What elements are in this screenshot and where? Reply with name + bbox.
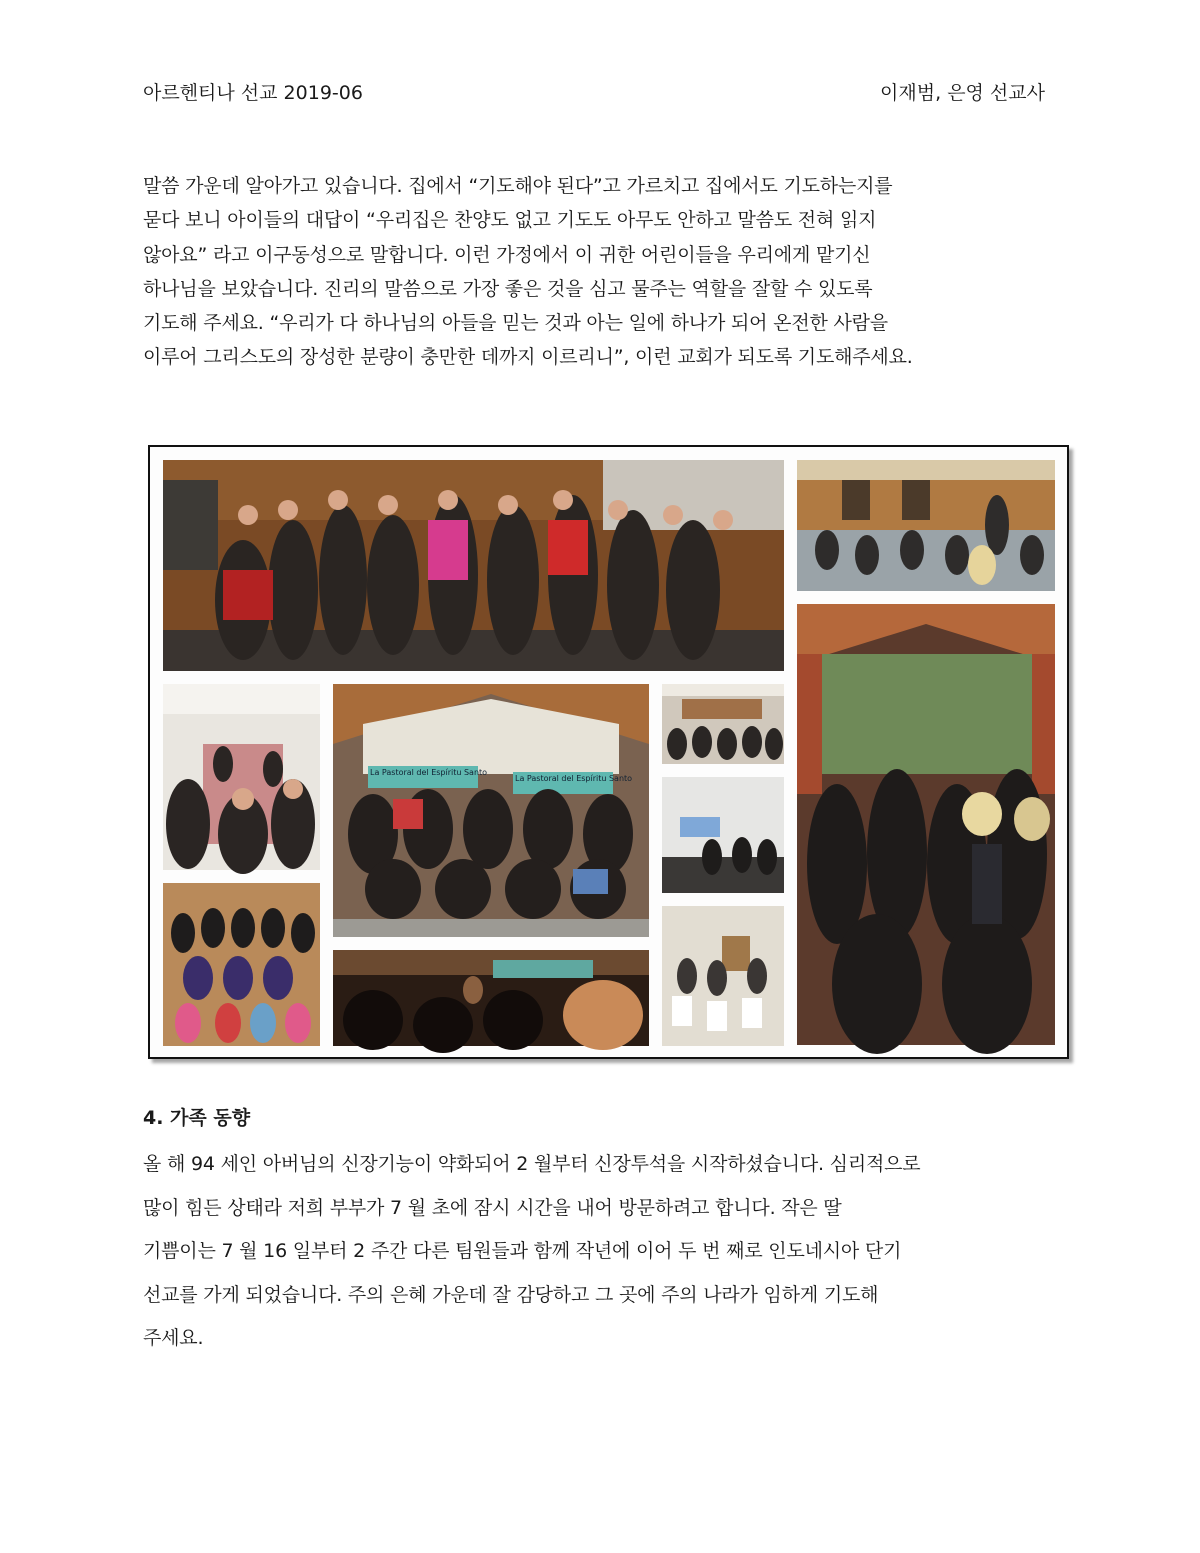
family-news-paragraph	[143, 1143, 1063, 1361]
worship-evening-photo	[333, 950, 649, 1046]
paragraph-line: 하나님을 보았습니다. 진리의 말씀으로 가장 좋은 것을 심고 물주는 역할을 잘할 수 있도록	[143, 277, 873, 300]
small-hall-photo-2	[662, 777, 784, 893]
dinner-gathering-photo	[163, 684, 320, 870]
photo-collage	[148, 445, 1069, 1059]
outdoor-pavilion-photo	[797, 604, 1055, 1045]
paragraph-line: 기도해 주세요. “우리가 다 하나님의 아들을 믿는 것과 아는 일에 하나가 되어 온전한 사람을	[143, 312, 888, 335]
paragraph-line: 주세요.	[143, 1327, 204, 1349]
banner-text-left: La Pastoral del Espíritu Santo	[370, 768, 488, 777]
group-photo-wood-hall	[163, 460, 784, 671]
church-hall-photo	[797, 460, 1055, 591]
pastoral-seminar-photo	[333, 684, 649, 937]
paragraph-line: 묻다 보니 아이들의 대답이 “우리집은 찬양도 없고 기도도 아무도 안하고 말씀도 전혀 읽지	[143, 209, 877, 232]
body-paragraph	[143, 169, 1063, 375]
banner-text-right: La Pastoral del Espíritu Santo	[515, 774, 633, 783]
section-heading: 4. 가족 동향	[143, 1107, 251, 1129]
children-group-photo	[163, 883, 320, 1046]
header-title: 아르헨티나 선교 2019-06	[143, 82, 363, 104]
paragraph-line: 말씀 가운데 알아가고 있습니다. 집에서 “기도해야 된다”고 가르치고 집에서도 기도하는지를	[143, 175, 893, 197]
header-author: 이재범, 은영 선교사	[880, 82, 1045, 104]
paragraph-line: 이루어 그리스도의 장성한 분량이 충만한 데까지 이르리니”, 이런 교회가 되도록 기도해주세요.	[143, 346, 913, 369]
paragraph-line: 올 해 94 세인 아버님의 신장기능이 약화되어 2 월부터 신장투석을 시작하셨습니다. 심리적으로	[143, 1153, 921, 1175]
paragraph-line: 선교를 가게 되었습니다. 주의 은혜 가운데 잘 감당하고 그 곳에 주의 나라가 임하게 기도해	[143, 1283, 879, 1306]
small-hall-photo-1	[662, 684, 784, 764]
paragraph-line: 많이 힘든 상태라 저희 부부가 7 월 초에 잠시 시간을 내어 방문하려고 합니다. 작은 딸	[143, 1196, 842, 1219]
paragraph-line: 않아요” 라고 이구동성으로 말합니다. 이런 가정에서 이 귀한 어린이들을 우리에게 맡기신	[143, 243, 871, 266]
paragraph-line: 기쁨이는 7 월 16 일부터 2 주간 다른 팀원들과 함께 작년에 이어 두 번 째로 인도네시아 단기	[143, 1240, 902, 1262]
small-hall-photo-3	[662, 906, 784, 1046]
